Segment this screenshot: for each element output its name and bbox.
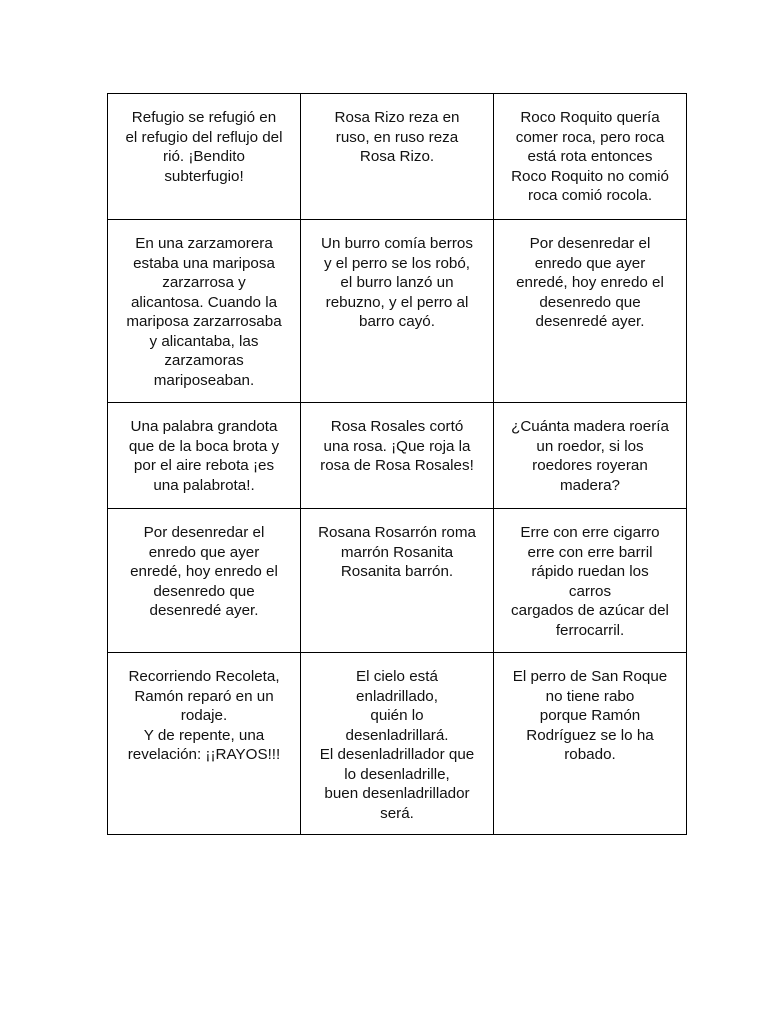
grid-row [108,653,687,835]
card-desenredar: Por desenredar el enredo que ayer enredé, hoy enredo el desenredo que desenredé ayer. [494,220,687,403]
card-erre-con-erre: Erre con erre cigarro erre con erre barril rápido ruedan los carros cargados de azúcar del ferrocarril. [494,509,687,653]
card-zarzamorera: En una zarzamorera estaba una mariposa zarzarrosa y alicantosa. Cuando la mariposa zarzarrosaba y alicantaba, las zarzamoras mariposeaban. [108,220,301,403]
grid-row [108,94,687,220]
card-perro-san-roque: El perro de San Roque no tiene rabo porque Ramón Rodríguez se lo ha robado. [494,653,687,835]
grid-row [108,509,687,653]
card-roco-roquito: Roco Roquito quería comer roca, pero roca está rota entonces Roco Roquito no comió roca comió rocola. [494,94,687,220]
grid-row [108,403,687,509]
card-palabrota: Una palabra grandota que de la boca brota y por el aire rebota ¡es una palabrota!. [108,403,301,509]
card-rosana-rosarron: Rosana Rosarrón roma marrón Rosanita Rosanita barrón. [301,509,494,653]
card-burro-berros: Un burro comía berros y el perro se los robó, el burro lanzó un rebuzno, y el perro al barro cayó. [301,220,494,403]
grid-row [108,220,687,403]
card-madera-roedor: ¿Cuánta madera roería un roedor, si los roedores royeran madera? [494,403,687,509]
card-cielo-enladrillado: El cielo está enladrillado, quién lo desenladrillará. El desenladrillador que lo desenladrille, buen desenladrillador será. [301,653,494,835]
card-desenredar-2: Por desenredar el enredo que ayer enredé, hoy enredo el desenredo que desenredé ayer. [108,509,301,653]
tongue-twister-card-grid [107,93,687,835]
card-rosa-rizo: Rosa Rizo reza en ruso, en ruso reza Rosa Rizo. [301,94,494,220]
card-recoleta: Recorriendo Recoleta, Ramón reparó en un rodaje. Y de repente, una revelación: ¡¡RAYOS!!! [108,653,301,835]
card-rosa-rosales: Rosa Rosales cortó una rosa. ¡Que roja la rosa de Rosa Rosales! [301,403,494,509]
card-refugio: Refugio se refugió en el refugio del reflujo del rió. ¡Bendito subterfugio! [108,94,301,220]
